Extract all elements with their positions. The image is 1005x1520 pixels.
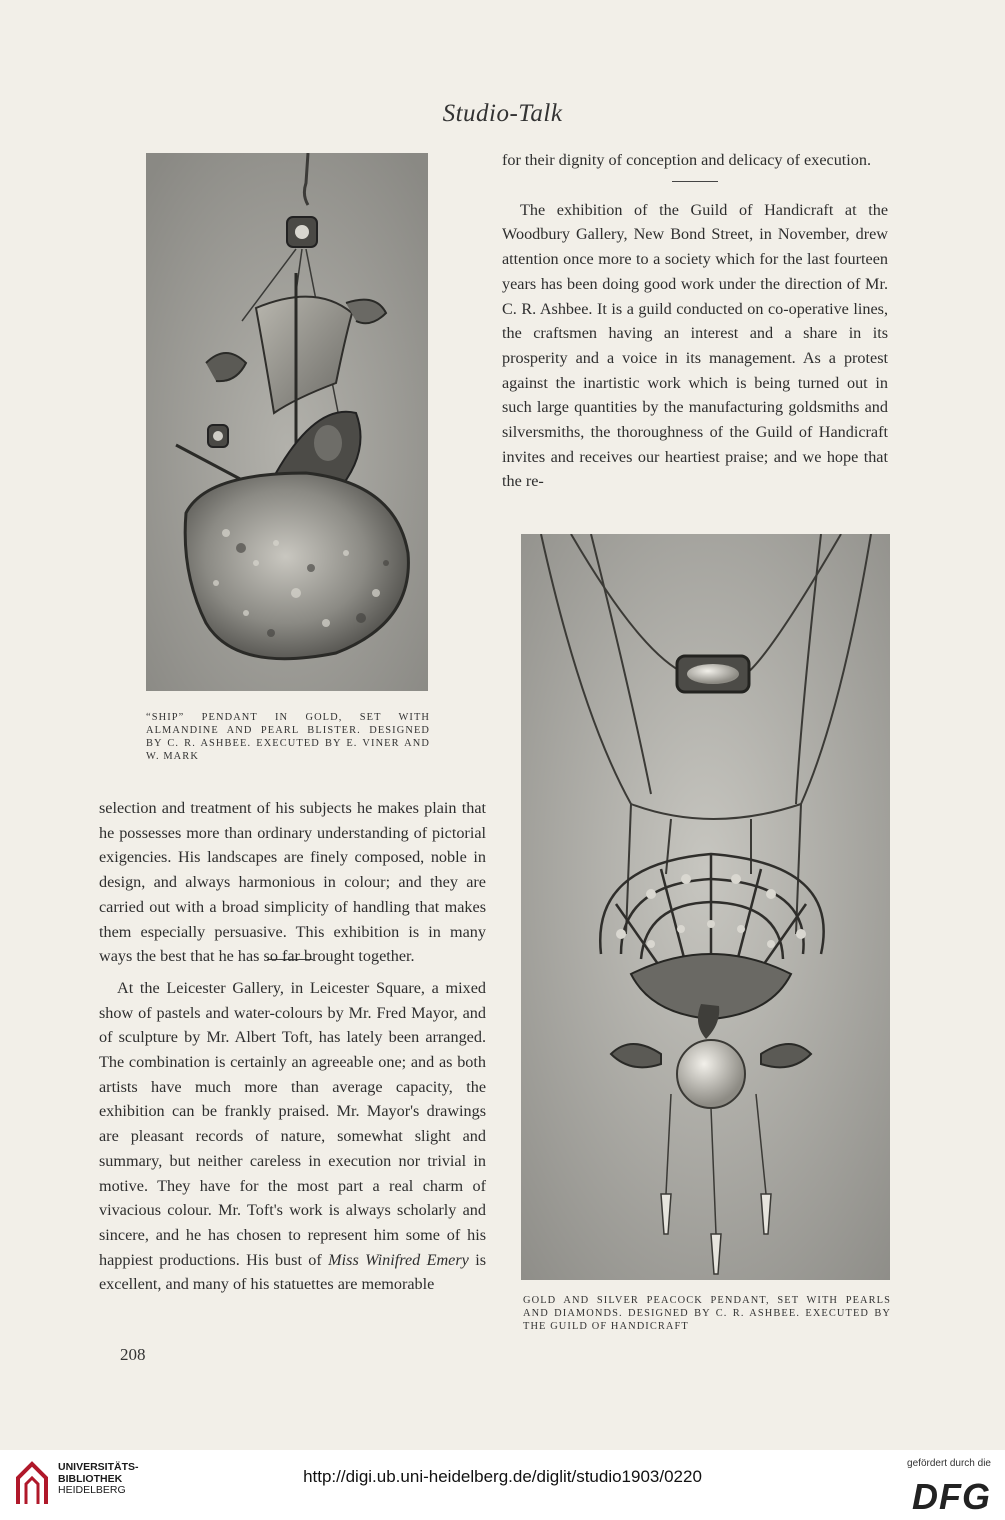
running-head: Studio-Talk — [442, 100, 563, 127]
artwork-title: Miss Winifred Emery — [328, 1250, 469, 1269]
ship-pendant-illustration — [146, 153, 428, 691]
paragraph: for their dignity of conception and delicacy of execution. — [502, 151, 872, 169]
library-name-line: UNIVERSITÄTS- — [58, 1461, 139, 1473]
permalink-url[interactable]: http://digi.ub.uni-heidelberg.de/diglit/studio1903/0220 — [303, 1467, 702, 1486]
peacock-pendant-photograph — [521, 534, 890, 1280]
paragraph — [99, 976, 486, 1297]
page-number: 208 — [120, 1345, 146, 1364]
section-divider — [672, 181, 718, 182]
peacock-pendant-illustration — [521, 534, 890, 1280]
text-run: At the Leicester Gallery, in Leicester Square, a mixed show of pastels and water-colours by Mr. Fred Mayor, and of sculpture by Mr. Albert Toft, has lately been arranged. The combination is certainly an agreeable one; and as both artists have much more than average capacity, the exhibition can be frankly praised. Mr. Mayor's drawings are pleasant records of nature, somewhat slight and summary, but neither careless in execution nor trivial in motive. They have for the most part a real charm of vivacious colour. Mr. Toft's work is always scholarly and sincere, and he has chosen to represent him some of his happiest productions. His bust of — [99, 978, 486, 1269]
library-name-line: BIBLIOTHEK — [58, 1472, 123, 1485]
left-column-text — [99, 796, 486, 1297]
funder-note: gefördert durch die — [907, 1458, 991, 1469]
ship-pendant-caption: “SHIP” PENDANT IN GOLD, SET WITH ALMANDINE AND PEARL BLISTER. DESIGNED BY C. R. ASHBEE. EXECUTED BY E. VINER AND W. MARK — [146, 712, 430, 762]
text-run: is excellent, and many of his statuettes are memorable — [99, 1250, 487, 1294]
library-name-line: HEIDELBERG — [58, 1484, 126, 1496]
funder-logo: DFG — [912, 1476, 991, 1517]
ship-pendant-photograph — [146, 153, 428, 691]
right-column-upper-text — [502, 148, 888, 494]
paragraph: selection and treatment of his subjects he makes plain that he possesses more than ordinary understanding of pictorial exigencies. His landscapes are finely composed, noble in design, and always harmonious in colour; and they are carried out with a broad simplicity of handling that makes them especially persuasive. This exhibition is in many ways the best that he has so far brought together. — [99, 799, 486, 966]
peacock-pendant-caption: GOLD AND SILVER PEACOCK PENDANT, SET WITH PEARLS AND DIAMONDS. DESIGNED BY C. R. ASHBEE. EXECUTED BY THE GUILD OF HANDICRAFT — [523, 1295, 891, 1332]
paragraph: The exhibition of the Guild of Handicraft at the Woodbury Gallery, New Bond Street, in November, drew attention once more to a society which for the last fourteen years has been doing good work under the direction of Mr. C. R. Ashbee. It is a guild conducted on co-operative lines, the craftsmen having an interest and a share in its prosperity and a voice in its management. As a protest against the inartistic work which is being turned out in such large quantities by the manufacturing goldsmiths and silversmiths, the thoroughness of the Guild of Handicraft invites and receives our heartiest praise; and we hope that the re- — [502, 200, 888, 491]
